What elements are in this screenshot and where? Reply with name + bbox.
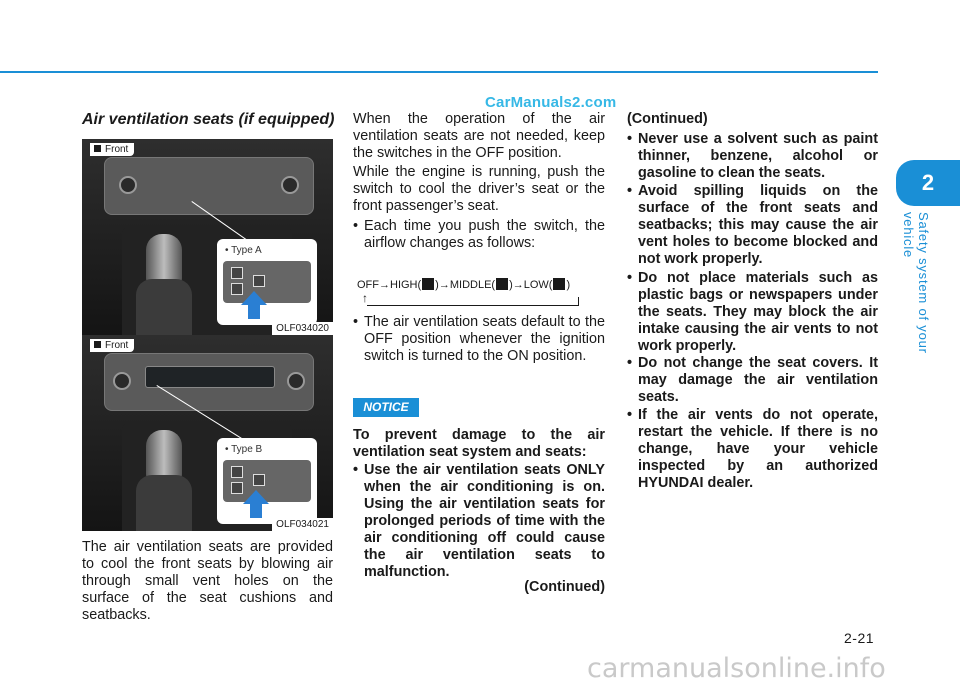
paren: ) xyxy=(509,279,513,291)
intro-paragraph: The air ventilation seats are provided to cool the front seats by blowing air through small vent holes on the surface of the seat cushions and seatbacks. xyxy=(82,539,333,623)
switch-button xyxy=(231,466,243,478)
notice-bullet: • Do not change the seat covers. It may damage the air ventilation seats. xyxy=(627,355,878,405)
airflow-sequence xyxy=(353,258,605,308)
continued-heading: (Continued) xyxy=(627,111,708,127)
airflow-off: OFF xyxy=(357,279,379,291)
knob-left xyxy=(113,372,131,390)
chapter-tab: 2 xyxy=(896,160,960,206)
panel-display xyxy=(145,366,275,388)
knob-right xyxy=(287,372,305,390)
notice-badge: NOTICE xyxy=(353,398,419,417)
arrow-right-icon: → xyxy=(379,279,390,291)
bullet-airflow: • Each time you push the switch, the airflow changes as follows: xyxy=(353,218,605,251)
inset-type-a xyxy=(217,239,317,325)
shifter-boot xyxy=(136,475,192,531)
paren: ) xyxy=(566,279,571,291)
paragraph-switch-off: When the operation of the air ventilation seats are not needed, keep the switches in the OFF position. xyxy=(353,111,605,161)
type-label: • Type A xyxy=(225,245,262,256)
arrow-right-icon: → xyxy=(512,279,524,291)
bullet-text: Do not place materials such as plastic bags or newspapers under the seats. They may block the air intake causing the air vents to not work properly. xyxy=(638,270,878,354)
header-rule xyxy=(0,71,878,73)
square-icon xyxy=(94,341,101,348)
bullet-text: Each time you push the switch, the airflow changes as follows: xyxy=(364,218,605,251)
bullet-text: The air ventilation seats default to the OFF position whenever the ignition switch is turned to the ON position. xyxy=(364,314,605,364)
seat-vent-button xyxy=(253,275,265,287)
switch-button xyxy=(231,482,243,494)
bullet-text: Avoid spilling liquids on the surface of the front seats and seatbacks; this may cause the air vent holes to become blocked and not work properly. xyxy=(638,183,878,267)
figure-label-text: Front xyxy=(105,340,129,351)
figure-label xyxy=(90,339,134,352)
figure-label-text: Front xyxy=(105,144,129,155)
figure-type-a xyxy=(82,139,333,335)
figure-type-b xyxy=(82,335,333,531)
knob-right xyxy=(281,176,299,194)
airflow-middle: MIDDLE( xyxy=(449,279,496,291)
bullet-text: Use the air ventilation seats ONLY when the air conditioning is on. Using the air ventilation seats for prolonged periods of time with the air conditioning off could cause the air ventilation seats to malfunction. xyxy=(364,462,605,580)
paragraph-engine-running: While the engine is running, push the switch to cool the driver’s seat or the front passenger’s seat. xyxy=(353,164,605,214)
watermark-top[interactable]: CarManuals2.com xyxy=(485,94,617,111)
seat-vent-icon xyxy=(496,278,508,290)
shifter-boot xyxy=(136,279,192,335)
notice-bullet: • Never use a solvent such as paint thinner, benzene, alcohol or gasoline to clean the seats. xyxy=(627,131,878,181)
seat-vent-icon xyxy=(553,278,565,290)
notice-bullet: • If the air vents do not operate, restart the vehicle. If there is no change, have your vehicle inspected by an authorized HYUNDAI dealer. xyxy=(627,407,878,491)
notice-bullet: • Avoid spilling liquids on the surface of the front seats and seatbacks; this may cause the air vent holes to become blocked and not work properly. xyxy=(627,183,878,267)
paren: ) xyxy=(435,279,439,291)
control-panel xyxy=(104,157,314,215)
bullet-text: Never use a solvent such as paint thinner, benzene, alcohol or gasoline to clean the seats. xyxy=(638,131,878,181)
arrow-up-icon xyxy=(241,291,267,319)
watermark-bottom[interactable]: carmanualsonline.info xyxy=(587,653,886,684)
seat-vent-button xyxy=(253,474,265,486)
control-panel xyxy=(104,353,314,411)
airflow-high: HIGH( xyxy=(390,279,422,291)
inset-type-b xyxy=(217,438,317,524)
bullet-default-off: • The air ventilation seats default to the OFF position whenever the ignition switch is turned to the ON position. xyxy=(353,314,605,364)
figure-code: OLF034021 xyxy=(272,518,333,531)
arrow-up-icon xyxy=(243,490,269,518)
notice-bullet: • Do not place materials such as plastic bags or newspapers under the seats. They may block the air intake causing the air vents to not work properly. xyxy=(627,270,878,354)
notice-bullet: • Use the air ventilation seats ONLY when the air conditioning is on. Using the air ventilation seats for prolonged periods of time with the air conditioning off could cause the air ventilation seats to malfunction. xyxy=(353,462,605,580)
chapter-side-title: Safety system of your vehicle xyxy=(901,212,931,354)
figure-label xyxy=(90,143,134,156)
arrow-up-icon: ↑ xyxy=(362,291,368,305)
bullet-text: Do not change the seat covers. It may damage the air ventilation seats. xyxy=(638,355,878,405)
bullet-text: If the air vents do not operate, restart the vehicle. If there is no change, have your vehicle inspected by an authorized HYUNDAI dealer. xyxy=(638,407,878,491)
return-line xyxy=(367,297,579,306)
notice-heading: To prevent damage to the air ventilation seat system and seats: xyxy=(353,427,605,460)
seat-switch-panel xyxy=(223,261,311,303)
continued-label: (Continued) xyxy=(524,579,605,595)
airflow-low: LOW( xyxy=(523,279,553,291)
switch-button xyxy=(231,267,243,279)
arrow-right-icon: → xyxy=(438,279,450,291)
type-label: • Type B xyxy=(225,444,263,455)
figure-code: OLF034020 xyxy=(272,322,333,335)
square-icon xyxy=(94,145,101,152)
seat-vent-icon xyxy=(422,278,434,290)
page-number: 2-21 xyxy=(844,630,875,646)
section-title: Air ventilation seats (if equipped) xyxy=(82,111,335,128)
knob-left xyxy=(119,176,137,194)
